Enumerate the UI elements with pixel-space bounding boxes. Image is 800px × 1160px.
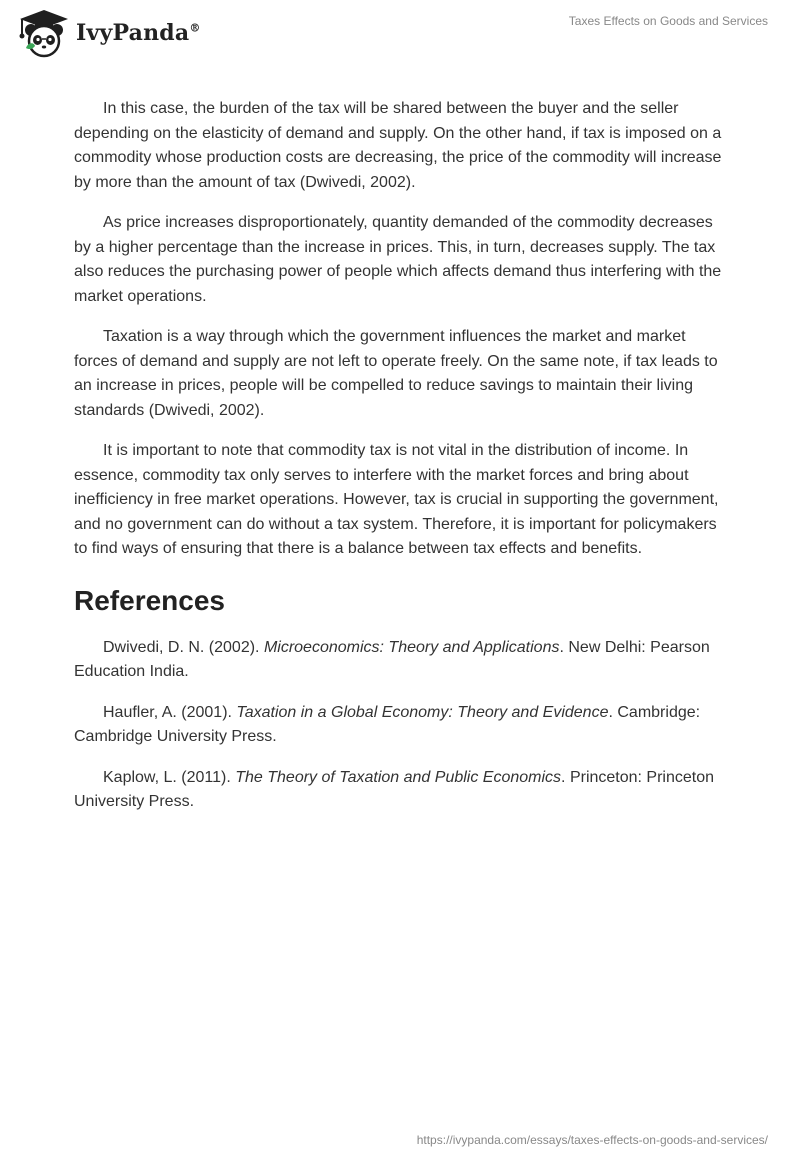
reference-title: Taxation in a Global Economy: Theory and Evidence [236, 703, 609, 721]
body-paragraph: As price increases disproportionately, quantity demanded of the commodity decreases by a higher percentage than the increase in prices. This, in turn, decreases supply. The tax also reduces the purchasing power of people which affects demand thus interfering with the market operations. [74, 214, 722, 305]
reference-publisher: . New Delhi: Pearson Education India. [74, 638, 710, 680]
reference-entry [74, 701, 726, 750]
references-heading: References [74, 584, 225, 616]
reference-author-year: Dwivedi, D. N. (2002). [103, 638, 264, 656]
reference-title: Microeconomics: Theory and Applications [263, 638, 560, 656]
page-header [0, 0, 800, 60]
source-url[interactable]: https://ivypanda.com/essays/taxes-effects-on-goods-and-services/ [416, 1133, 768, 1147]
reference-author-year: Kaplow, L. (2011). [103, 768, 236, 786]
reference-title: The Theory of Taxation and Public Economics [235, 768, 562, 786]
reference-entry [74, 636, 726, 685]
body-paragraph: Taxation is a way through which the government influences the market and market forces of demand and supply are not left to operate freely. On the same note, if tax leads to an increase in prices, people will be compelled to reduce savings to maintain their living standards (Dwivedi, 2002). [74, 328, 718, 419]
reference-publisher: . Princeton: Princeton University Press. [74, 768, 715, 810]
panda-graduate-icon [14, 8, 74, 58]
document-title: Taxes Effects on Goods and Services [568, 14, 768, 28]
body-paragraph: It is important to note that commodity tax is not vital in the distribution of income. In essence, commodity tax only serves to interfere with the market forces and bring about inefficiency in free market operations. However, tax is crucial in supporting the government, and no government can do without a tax system. Therefore, it is important for policymakers to find ways of ensuring that there is a balance between tax effects and benefits. [74, 442, 719, 557]
reference-entry [74, 766, 726, 815]
reference-author-year: Haufler, A. (2001). [103, 703, 237, 721]
registered-mark: ® [189, 21, 201, 35]
body-paragraph: In this case, the burden of the tax will be shared between the buyer and the seller depending on the elasticity of demand and supply. On the other hand, if tax is imposed on a commodity whose production costs are decreasing, the price of the commodity will increase by more than the amount of tax (Dwivedi, 2002). [74, 100, 722, 191]
reference-publisher: . Cambridge: Cambridge University Press. [74, 703, 701, 745]
brand-name: IvyPanda® [76, 20, 201, 46]
essay-content [74, 97, 726, 831]
ivypanda-logo[interactable] [14, 8, 201, 58]
